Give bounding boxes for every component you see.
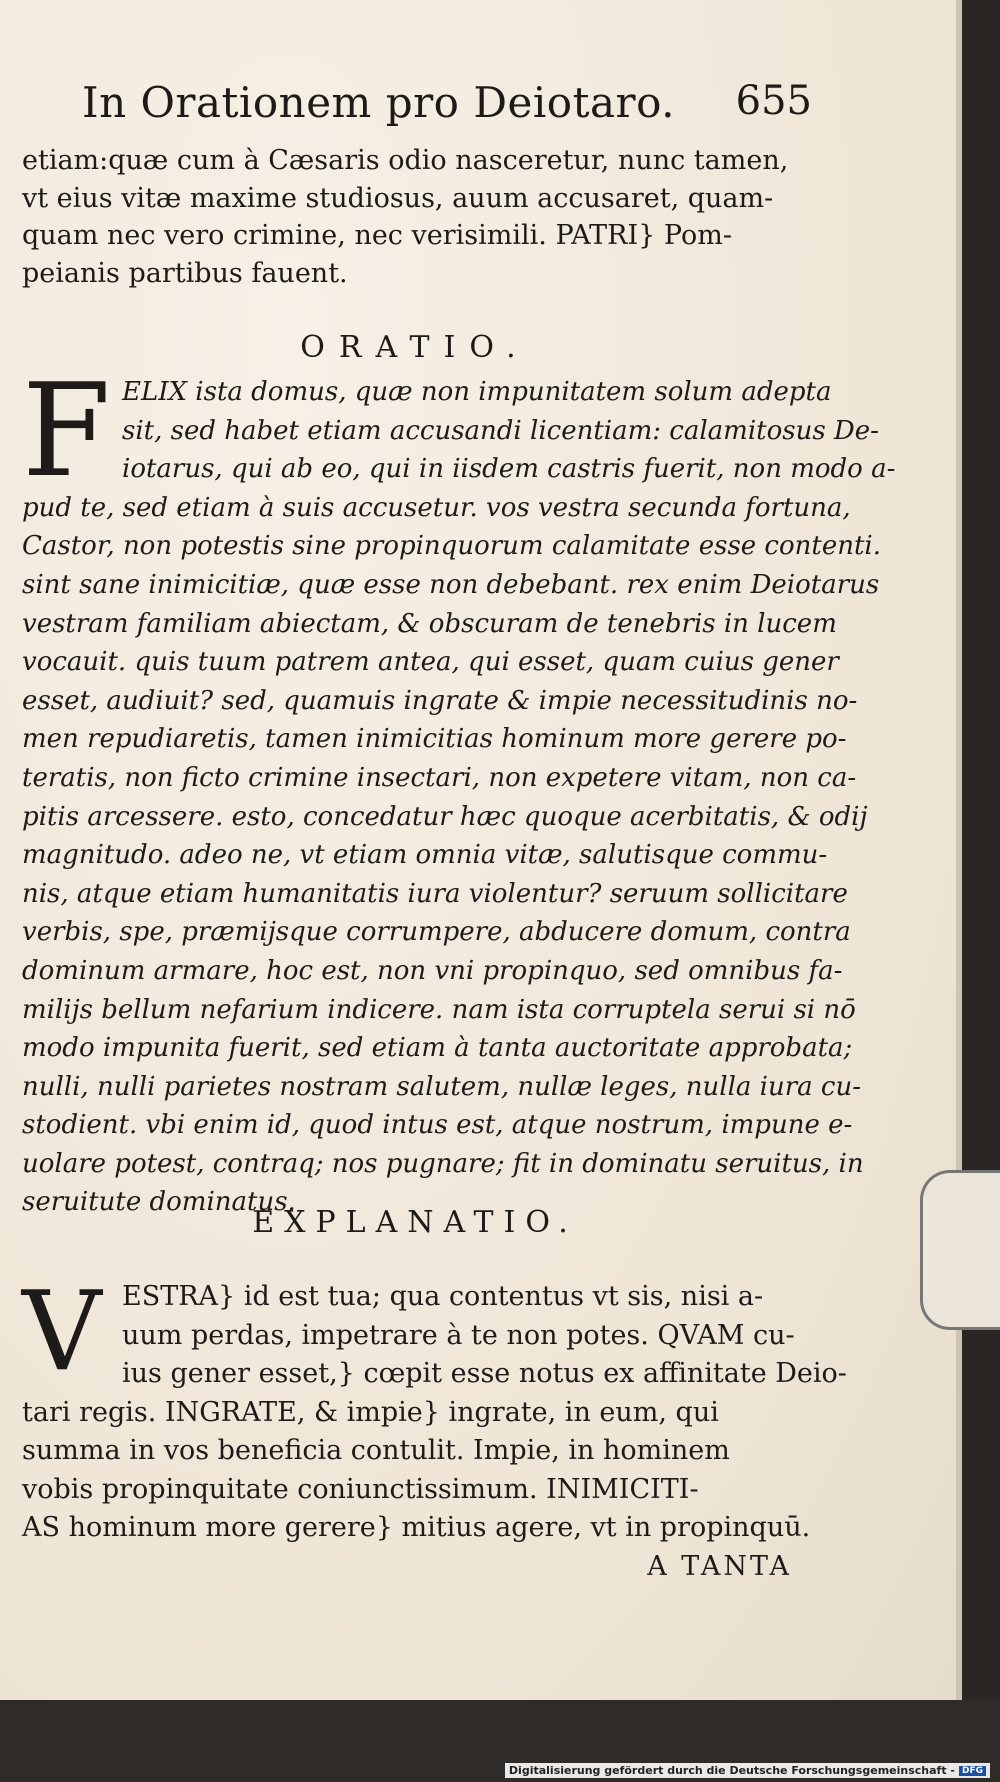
text-line: AS hominum more gerere} mitius agere, vt in propinquū. bbox=[22, 1512, 811, 1543]
text-line: uolare potest, contraq; nos pugnare; fit in dominatu seruitus, in bbox=[22, 1148, 864, 1179]
text-line: nis, atque etiam humanitatis iura violentur? seruum sollicitare bbox=[22, 878, 848, 909]
catchword: A TANTA bbox=[647, 1550, 792, 1582]
text-line: ius gener esset,} cœpit esse notus ex affinitate Deio- bbox=[122, 1358, 847, 1389]
text-line: ELIX ista domus, quæ non impunitatem solum adepta bbox=[122, 377, 832, 407]
scan-dark-edge bbox=[960, 0, 1000, 1782]
text-line: modo impunita fuerit, sed etiam à tanta auctoritate approbata; bbox=[22, 1033, 853, 1064]
oratio-text bbox=[22, 373, 896, 1222]
text-line: vestram familiam abiectam, & obscuram de tenebris in lucem bbox=[22, 608, 837, 639]
oratio-dropcap: F bbox=[22, 357, 111, 506]
text-line: vobis propinquitate coniunctissimum. INIMICITI- bbox=[22, 1473, 699, 1505]
text-line: peianis partibus fauent. bbox=[22, 257, 348, 289]
page-number: 655 bbox=[735, 78, 812, 124]
text-line: summa in vos beneficia contulit. Impie, in hominem bbox=[22, 1435, 730, 1466]
credit-text: Digitalisierung gefördert durch die Deutsche Forschungsgemeinschaft - bbox=[508, 1764, 955, 1777]
text-line: uum perdas, impetrare à te non potes. QVAM cu- bbox=[122, 1319, 795, 1351]
text-line: nulli, nulli parietes nostram salutem, nullæ leges, nulla iura cu- bbox=[22, 1071, 862, 1102]
text-line: teratis, non ficto crimine insectari, non expetere vitam, non ca- bbox=[22, 762, 857, 793]
text-line: pitis arcessere. esto, concedatur hæc quoque acerbitatis, & odij bbox=[22, 801, 868, 832]
text-line: quam nec vero crimine, nec verisimili. PATRI} Pom- bbox=[22, 220, 732, 251]
running-title: In Orationem pro Deiotaro. bbox=[82, 78, 675, 127]
dfg-logo-icon: DFG bbox=[959, 1766, 986, 1776]
text-line: etiam:quæ cum à Cæsaris odio nasceretur, nunc tamen, bbox=[22, 145, 789, 176]
text-line: verbis, spe, præmijsque corrumpere, abducere domum, contra bbox=[22, 917, 851, 948]
scan-bottom-bar bbox=[0, 1700, 1000, 1782]
oratio-heading: ORATIO. bbox=[300, 330, 530, 365]
text-line: tari regis. INGRATE, & impie} ingrate, in eum, qui bbox=[22, 1396, 719, 1428]
digitization-credit bbox=[505, 1763, 990, 1778]
text-line: iotarus, qui ab eo, qui in iisdem castris fuerit, non modo a- bbox=[122, 454, 896, 485]
text-line: milijs bellum nefarium indicere. nam ista corruptela serui si nō bbox=[22, 994, 856, 1025]
text-line: magnitudo. adeo ne, vt etiam omnia vitæ, salutisque commu- bbox=[22, 840, 828, 871]
text-line: sint sane inimicitiæ, quæ esse non debebant. rex enim Deiotarus bbox=[22, 569, 880, 600]
explanatio-heading: EXPLANATIO. bbox=[252, 1205, 578, 1240]
text-line: ESTRA} id est tua; qua contentus vt sis, nisi a- bbox=[122, 1281, 764, 1312]
text-line: pud te, sed etiam à suis accusetur. vos vestra secunda fortuna, bbox=[22, 492, 851, 523]
text-line: seruitute dominatus. bbox=[22, 1187, 296, 1218]
text-line: men repudiaretis, tamen inimicitias hominum more gerere po- bbox=[22, 724, 847, 755]
text-line: vt eius vitæ maxime studiosus, auum accusaret, quam- bbox=[22, 182, 774, 214]
argument-text bbox=[22, 142, 812, 292]
page-header bbox=[82, 78, 812, 138]
text-line: esset, audiuit? sed, quamuis ingrate & impie necessitudinis no- bbox=[22, 685, 858, 716]
explanatio-text bbox=[22, 1267, 847, 1586]
book-clasp bbox=[920, 1170, 1000, 1330]
text-line: sit, sed habet etiam accusandi licentiam: calamitosus De- bbox=[122, 415, 879, 446]
explanatio-dropcap: V bbox=[22, 1267, 102, 1395]
text-line: Castor, non potestis sine propinquorum calamitate esse contenti. bbox=[22, 531, 882, 562]
text-line: stodient. vbi enim id, quod intus est, atque nostrum, impune e- bbox=[22, 1110, 853, 1141]
text-line: vocauit. quis tuum patrem antea, qui esset, quam cuius gener bbox=[22, 647, 839, 678]
text-line: dominum armare, hoc est, non vni propinquo, sed omnibus fa- bbox=[22, 955, 843, 986]
